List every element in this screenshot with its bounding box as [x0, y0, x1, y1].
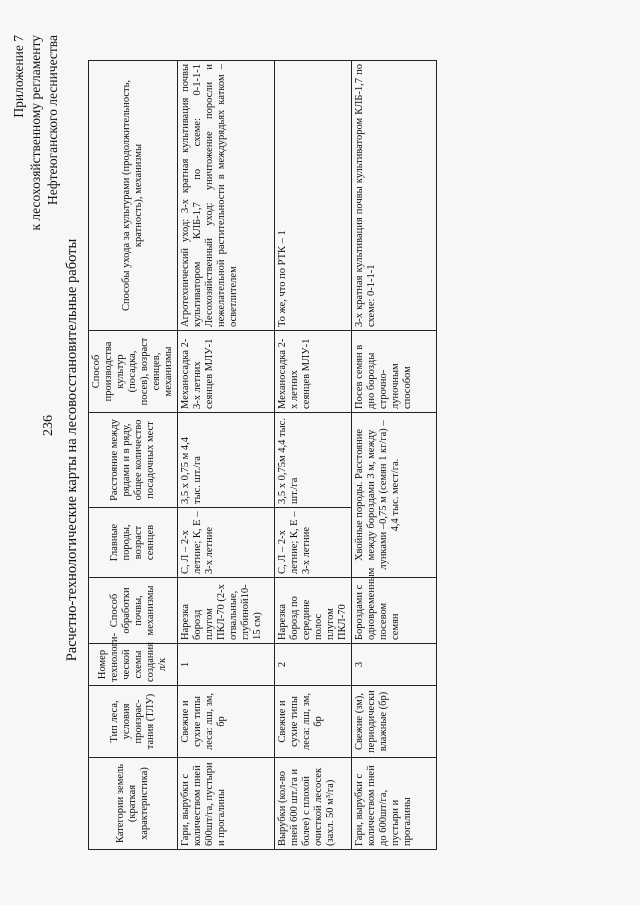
cell-care: То же, что по РТК – 1: [275, 61, 352, 331]
cell-species-spacing: Хвойные породы. Расстояние между бороздами 3 м, между лунками –0,75 м (семян 1 кг/га) – 4,4 тыс. мест/га.: [352, 413, 437, 578]
appendix-line-1: Приложение 7: [11, 35, 26, 118]
cell-care: Агротехнический уход: 3-х кратная культивация почвы культиватором КЛБ-1,7 по схеме: 0-1-1-1 Лесохозяйственный уход: уничтожение поросли и нежелательной растительности в междурядьях катком – осветлителем: [178, 61, 275, 331]
tech-cards-table: [88, 60, 437, 850]
cell-soil: Нарезка борозд плугом ПКЛ-70 (2-х отвальные, глубиной10-15 см): [178, 578, 275, 644]
cell-forest-type: Свежие и сухие типы леса: лш, зм, бр: [275, 686, 352, 758]
header-forest-type: Тип леса, условия произрас-тания (ТЛУ): [89, 686, 178, 758]
cell-method: Механосадка 2-х летних сеянцев МЛУ-1: [275, 331, 352, 413]
cell-forest-type: Свежие и сухие типы леса: лш, зм, бр: [178, 686, 275, 758]
header-scheme: Номер технологи-ческой схемы создания л/к: [89, 644, 178, 686]
header-category: Категории земель (краткая характеристика): [89, 758, 178, 850]
cell-soil: Нарезка борозд по середине полос плугом ПКЛ-70: [275, 578, 352, 644]
cell-forest-type: Свежие (зм), периодически влажные (бр): [352, 686, 437, 758]
cell-species: С, Л – 2-х летние; К, Е – 3-х летние: [275, 508, 352, 578]
page-number: 236: [41, 415, 56, 436]
cell-category: Гари, вырубки с количеством пней 600шт/га, пустыри и прогалины: [178, 758, 275, 850]
cell-category: Гари, вырубки с количеством пней до 600шт/га, пустыри и прогалины: [352, 758, 437, 850]
cell-spacing: 3,5 х 0,75 м 4,4 тыс. шт./га: [178, 413, 275, 508]
cell-spacing: 3,5 х 0,75м 4,4 тыс. шт./га: [275, 413, 352, 508]
table-header-row: [89, 61, 178, 850]
cell-method: Механосадка 2-3-х летних сеянцев МЛУ-1: [178, 331, 275, 413]
cell-category: Вырубки (кол-во пней 600 шт./га и более) с плохой очисткой лесосек (захл. 50 м³/га): [275, 758, 352, 850]
cell-scheme: 1: [178, 644, 275, 686]
cell-species: С, Л – 2-х летние; К, Е – 3-х летние: [178, 508, 275, 578]
appendix-line-2: к лесохозяйственному регламенту: [28, 35, 43, 231]
cell-scheme: 2: [275, 644, 352, 686]
document-title: Расчетно-технологические карты на лесовосстановительные работы: [64, 238, 80, 662]
header-species: Главные породы, возраст сеянцев: [89, 508, 178, 578]
table-row: [178, 61, 275, 850]
header-method: Способ производства культур (посадка, посев), возраст сеянцев, механизмы: [89, 331, 178, 413]
cell-soil: Бороздами с одновременным посевом семян: [352, 578, 437, 644]
cell-scheme: 3: [352, 644, 437, 686]
header-spacing: Расстояние между рядами и в ряду, общее количество посадочных мест: [89, 413, 178, 508]
cell-care: 3-х кратная культивация почвы культиватором КЛБ-1,7 по схеме: 0-1-1-1: [352, 61, 437, 331]
header-soil: Способ обработки почвы, механизмы: [89, 578, 178, 644]
appendix-line-3: Нефтеюганского лесничества: [45, 35, 60, 206]
appendix-header: [10, 35, 61, 365]
cell-method: Посев семян в дно борозды строчно-луночным способом: [352, 331, 437, 413]
header-care: Способы ухода за культурами (продолжительность, кратность), механизмы: [89, 61, 178, 331]
rotated-sheet: [10, 35, 630, 880]
table-row: [352, 61, 437, 850]
table-row: [275, 61, 352, 850]
